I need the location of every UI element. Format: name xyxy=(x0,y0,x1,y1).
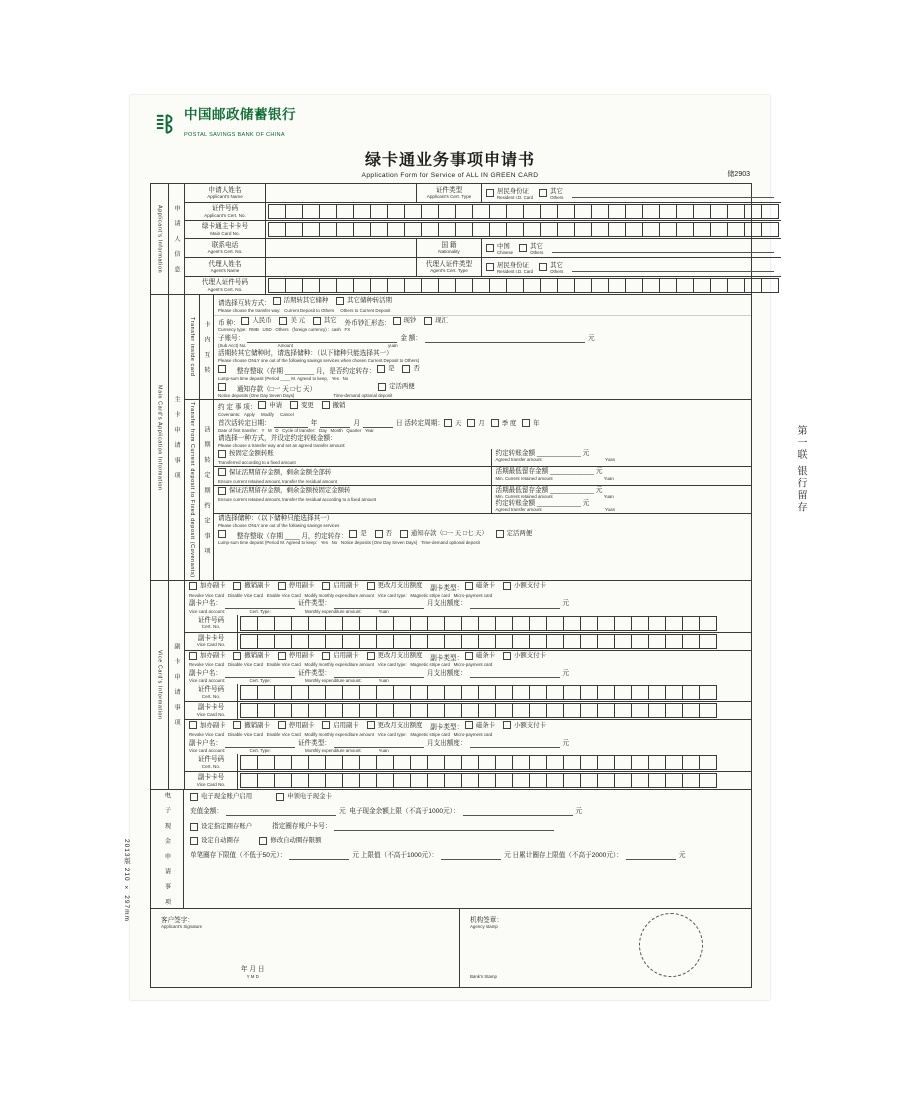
checkbox-icon[interactable] xyxy=(400,530,408,538)
input-ecash-charge[interactable] xyxy=(226,807,336,816)
checkbox-micro-payment[interactable]: 小额支付卡 xyxy=(503,652,546,660)
checkbox-icon[interactable] xyxy=(402,365,410,373)
form-sheet xyxy=(123,95,806,1000)
checkbox-icon[interactable] xyxy=(424,317,432,325)
checkbox-icon[interactable] xyxy=(349,530,357,538)
checkbox-icon[interactable] xyxy=(539,189,547,197)
checkbox-icon[interactable] xyxy=(367,721,375,729)
row-agent xyxy=(185,258,781,277)
input-first-month[interactable] xyxy=(320,419,350,428)
covenant-mode-2-amount: 活期最低留存金额 ____________ 元 Min. Current retained amount Yuan xyxy=(495,468,614,481)
checkbox-currency-rmb[interactable]: 人民币 xyxy=(241,317,271,325)
block-transfer-inside-card xyxy=(185,295,751,400)
input-vice-cert-type[interactable] xyxy=(334,669,424,678)
form-title xyxy=(130,147,770,179)
agent-cert-other-input[interactable] xyxy=(572,263,774,272)
input-vice-expenditure[interactable] xyxy=(470,739,560,748)
input-vice-expenditure[interactable] xyxy=(470,600,560,609)
input-vice-cert-type[interactable] xyxy=(334,739,424,748)
section-ecash xyxy=(151,790,751,909)
checkbox-icon[interactable] xyxy=(189,721,197,729)
checkbox-icon[interactable] xyxy=(465,652,473,660)
label-transfer-inside-cn: 卡 内 互 转 xyxy=(200,295,214,399)
input-agent-cert-no[interactable] xyxy=(266,277,781,294)
checkbox-add-vice-card[interactable]: 加办副卡 xyxy=(189,652,226,660)
checkbox-notice-deposit[interactable] xyxy=(218,383,229,391)
checkbox-enable-vice-card[interactable]: 启用副卡 xyxy=(322,652,359,660)
checkbox-icon[interactable] xyxy=(378,383,386,391)
vice-card-block xyxy=(185,581,751,651)
checkbox-cycle-month[interactable]: 月 xyxy=(467,419,484,427)
checkbox-micro-payment[interactable]: 小额支付卡 xyxy=(503,721,546,729)
row-phone-nationality xyxy=(185,239,781,258)
checkbox-icon[interactable] xyxy=(218,450,226,458)
checkbox-icon[interactable] xyxy=(367,652,375,660)
checkbox-icon[interactable] xyxy=(465,582,473,590)
vice-acct-line: 副卡户名： 证件类型： 月支出额度： 元 Vice card account: Cert. Type: Monthly expenditure amount: Yuan xyxy=(189,739,570,754)
checkbox-icon[interactable] xyxy=(367,582,375,590)
checkbox-cycle-day[interactable]: 天 xyxy=(444,419,461,427)
checkbox-agent-resident-id[interactable]: 居民身份证 Resident I.D. Card xyxy=(486,260,533,274)
input-daily-limit[interactable] xyxy=(626,851,676,860)
label-transfer-inside-en: Transfer inside card xyxy=(185,295,200,399)
vice-acct-line: 副卡户名： 证件类型： 月支出额度： 元 Vice card account: Cert. Type: Monthly expenditure amount: Yuan xyxy=(189,600,570,614)
checkbox-covenant-keep-no[interactable]: 否 xyxy=(375,530,392,538)
covenant-mode-1-amount: 约定转账金额 ____________ 元 Agreed transfer amount Yuan xyxy=(495,449,616,463)
checkbox-covenant-modify[interactable]: 变更 xyxy=(290,401,314,409)
label-applicant-signature: 客户签字： Applicant's Signature xyxy=(161,916,203,930)
checkbox-icon[interactable] xyxy=(276,793,284,801)
section-label-applicant-cn: 申 请 人 信 息 xyxy=(169,184,185,294)
checkbox-covenant-notice[interactable]: 通知存款（□一 天 □七 天） xyxy=(400,530,488,538)
checkbox-fx-fx[interactable]: 现汇 xyxy=(424,317,448,325)
notice-deposit-line-en: Notice deposits (One Day Seven Days) Time-demand optional deposit xyxy=(218,393,393,399)
section-label-main-card-en: Main Card's Application Information xyxy=(151,295,169,580)
checkbox-disable-vice-card[interactable]: 停用副卡 xyxy=(278,582,315,590)
form-spec-label: 2013版 210 × 297mm xyxy=(123,839,130,922)
checkbox-resident-id[interactable]: 居民身份证 Resident I.D. Card xyxy=(486,186,533,200)
checkbox-cycle-quarter[interactable]: 季 度 xyxy=(491,419,517,427)
covenant-date-line-en: Date of first transfer: Y M D Cycle of transfer: Day Month Quarter Year xyxy=(218,427,374,433)
label-applicant-cert-no: 证件号码 Applicant's Cert. No. xyxy=(185,203,266,220)
form-grid xyxy=(150,183,752,988)
checkbox-icon[interactable] xyxy=(278,652,286,660)
covenant-action-line: 约 定 事 项： 申请 变更 撤销 Covenants: Apply Modify Cancel xyxy=(214,400,751,418)
section-signature xyxy=(151,909,751,987)
input-single-upper-limit[interactable] xyxy=(441,851,501,860)
checkbox-modify-expenditure[interactable]: 更改月支出额度 xyxy=(367,582,423,590)
checkbox-icon[interactable] xyxy=(377,365,385,373)
checkbox-modify-expenditure[interactable]: 更改月支出额度 xyxy=(367,721,423,729)
savings-choice-note: 活期转其它储种时，请选择储种：（以下储种只能选择其一） Please choose ONLY one out of the following savings services when chosen Current Deposit to Others) xyxy=(218,350,420,363)
covenant-mode-3-amount: 活期最低留存金额 ____________ 元 Min. Current retained amount Yuan 约定转账金额 ____________ 元 Agreed transfer amount Yuan xyxy=(495,486,616,513)
checkbox-micro-payment[interactable]: 小额支付卡 xyxy=(503,582,546,590)
label-phone: 联系电话 Agent's Cert. No. xyxy=(185,239,266,257)
checkbox-others-to-current[interactable]: 其它储种转活期 xyxy=(336,297,392,305)
form-title-cn: 绿卡通业务事项申请书 xyxy=(364,152,535,169)
checkbox-agent-cert-others[interactable]: 其它 Others xyxy=(539,260,563,274)
input-vice-card-no[interactable] xyxy=(238,772,751,789)
ecash-enable-line xyxy=(184,790,751,804)
cert-other-input[interactable] xyxy=(572,189,774,198)
vice-cert-no-row: 证件号码 Cert. No. xyxy=(185,684,751,702)
section-label-vice-card-cn: 副 卡 申 请 事 项 xyxy=(169,581,185,789)
checkbox-covenant-optional[interactable]: 定活两便 xyxy=(496,530,533,538)
row-applicant-name xyxy=(185,184,781,203)
checkbox-covenant-apply[interactable]: 申请 xyxy=(258,401,282,409)
vice-cert-no-row: 证件号码 Cert. No. xyxy=(185,754,751,772)
row-agent-cert-no xyxy=(185,277,781,294)
checkbox-magnetic-stripe[interactable]: 磁条卡 xyxy=(465,582,495,590)
vice-cert-no-row: 证件号码 Cert. No. xyxy=(185,615,751,633)
bank-name-cn: 中国邮政储蓄银行 xyxy=(184,107,296,122)
currency-line-en: Currency type: RMB USD Others (foreign currency) : cash FX xyxy=(218,327,351,333)
label-agent-name: 代理人姓名 Agent's Name xyxy=(185,258,266,276)
checkbox-icon[interactable] xyxy=(218,530,226,538)
checkbox-icon[interactable] xyxy=(519,244,527,252)
checkbox-fx-cash[interactable]: 现钞 xyxy=(393,317,417,325)
checkbox-icon[interactable] xyxy=(241,317,249,325)
postal-savings-logo-icon xyxy=(152,111,178,137)
input-designated-account-no[interactable] xyxy=(334,822,554,831)
covenant-savings-line-en: Lump-sum time deposit (Period M. Agreed to keep: Yes No Notice deposits (One Day Seven Days) Time-demand optional deposit xyxy=(218,540,480,546)
input-vice-account-name[interactable] xyxy=(225,600,295,609)
nationality-other-input[interactable] xyxy=(552,244,774,253)
label-applicant-name: 申请人姓名 Applicant's Name xyxy=(185,184,266,202)
ecash-auto-line xyxy=(184,834,751,848)
currency-line: 币 种： 人民币 美 元 其它 外币钞汇形态： 现钞 现汇 Currency type: RMB USD Others (foreign currency) : cash FX xyxy=(214,315,751,334)
applicant-signature-area[interactable] xyxy=(151,909,460,987)
checkbox-modify-auto-limit[interactable]: 修改自动圈存限额 xyxy=(259,837,321,845)
checkbox-icon[interactable] xyxy=(322,401,330,409)
input-sub-account[interactable] xyxy=(247,334,397,343)
nationality-options xyxy=(482,239,781,257)
checkbox-icon[interactable] xyxy=(218,487,226,495)
cert-type-options xyxy=(482,184,781,202)
checkbox-lump-sum[interactable] xyxy=(218,365,229,373)
covenant-date-line: 首次活转定日期： 年 月 日 活转定周期： 天 月 季 度 年 Date of first transfer: Y M D Cycle of transfer: Day Month Quarter Year xyxy=(214,418,751,434)
checkbox-disable-vice-card[interactable]: 停用副卡 xyxy=(278,652,315,660)
form-number: 储2903 xyxy=(727,171,750,178)
input-vice-cert-no[interactable] xyxy=(238,615,751,632)
label-main-card-no: 绿卡通主卡卡号 Main Card No. xyxy=(185,221,266,238)
checkbox-cert-others[interactable]: 其它 Others xyxy=(539,186,563,200)
input-single-lower-limit[interactable] xyxy=(289,851,349,860)
row-applicant-cert-no xyxy=(185,203,781,221)
checkbox-icon[interactable] xyxy=(218,383,226,391)
checkbox-icon[interactable] xyxy=(189,582,197,590)
covenant-savings-line: 整存整取（存期 ____ 月，约定转存： 是 否 通知存款（□一 天 □七 天） 定活两便 Lump-sum time deposit (Period M. Agreed to keep: Yes No Notice deposits (One Day Seven Days) Time-demand optional deposit xyxy=(214,529,751,547)
bank-name-en: POSTAL SAVINGS BANK OF CHINA xyxy=(184,131,285,138)
covenant-choose-note: 请选择储种：（以下储种只能选择其一） Please choose ONLY one out of the following savings services xyxy=(218,515,340,528)
label-bank-stamp: Bank's Stamp xyxy=(470,973,497,979)
notice-deposit-line: 通知存款（□一 天 □七 天） 定活两便 Notice deposits (One Day Seven Days) Time-demand optional deposit xyxy=(214,382,751,400)
checkbox-nationality-others[interactable]: 其它 Others xyxy=(519,241,543,255)
checkbox-icon[interactable] xyxy=(486,244,494,252)
input-vice-card-no[interactable] xyxy=(238,702,751,719)
checkbox-optional-deposit[interactable]: 定活两便 xyxy=(378,383,415,391)
input-vice-expenditure[interactable] xyxy=(470,669,560,678)
vice-card-no-row: 副卡卡号 Vice Card No. xyxy=(185,772,751,789)
ecash-acct-line: 设定指定圈存账户 指定圈存账户卡号： xyxy=(184,819,751,834)
vice-card-block xyxy=(185,651,751,721)
checkbox-icon[interactable] xyxy=(190,823,198,831)
checkbox-mode-fixed-amount[interactable]: 按固定金额转账 xyxy=(218,450,274,458)
checkbox-icon[interactable] xyxy=(486,189,494,197)
label-agency-stamp: 机构签章： Agency stamp xyxy=(470,916,503,930)
label-nationality: 国 籍 Nationality xyxy=(417,239,482,257)
checkbox-disable-vice-card[interactable]: 停用副卡 xyxy=(278,721,315,729)
label-transfer-fixed-en: Transfer from Current deposit to Fixed deposit (Covenants) xyxy=(185,400,200,580)
checkbox-icon[interactable] xyxy=(259,837,267,845)
input-first-year[interactable] xyxy=(274,419,308,428)
section-label-applicant xyxy=(151,184,169,294)
checkbox-magnetic-stripe[interactable]: 磁条卡 xyxy=(465,721,495,729)
vice-options-line-en: Revoke Vice Card Disable Vice Card Enable Vice Card Modify monthly expenditure amount Vice card type: Magnetic stripe card Micro-payment card xyxy=(189,731,493,737)
subacct-amount-line-en: (Sub Acct) No. Amount yuan xyxy=(218,343,398,349)
checkbox-icon[interactable] xyxy=(444,419,452,427)
covenant-action-line-en: Covenants: Apply Modify Cancel xyxy=(218,411,294,417)
checkbox-icon[interactable] xyxy=(313,317,321,325)
vice-card-block xyxy=(185,720,751,789)
checkbox-icon[interactable] xyxy=(322,582,330,590)
checkbox-icon[interactable] xyxy=(491,419,499,427)
checkbox-icon[interactable] xyxy=(233,721,241,729)
checkbox-current-to-others[interactable]: 活期转其它储种 xyxy=(273,297,329,305)
checkbox-revoke-vice-card[interactable]: 撤销副卡 xyxy=(233,582,270,590)
checkbox-icon[interactable] xyxy=(503,652,511,660)
input-phone[interactable] xyxy=(266,239,417,257)
signature-date[interactable]: 年 月 日 Y M D xyxy=(241,966,265,979)
covenant-mode-note: 请选择一种方式，并设定约定转账金额： Please choose a transfer way and set an agreed transfer amount: xyxy=(218,434,346,448)
checkbox-covenant-keep-yes[interactable]: 是 xyxy=(349,530,366,538)
checkbox-icon[interactable] xyxy=(496,530,504,538)
ecash-charge-line: 充值金额： 元 电子现金余额上限（不高于1000元）： 元 xyxy=(190,807,583,815)
section-label-main-card-cn: 主 卡 申 请 事 项 xyxy=(169,295,185,580)
checkbox-currency-usd[interactable]: 美 元 xyxy=(279,317,305,325)
checkbox-icon[interactable] xyxy=(233,652,241,660)
vice-card-no-row: 副卡卡号 Vice Card No. xyxy=(185,633,751,650)
checkbox-icon[interactable] xyxy=(233,582,241,590)
checkbox-cycle-year[interactable]: 年 xyxy=(522,419,539,427)
input-vice-card-no[interactable] xyxy=(238,633,751,650)
checkbox-keep-no[interactable]: 否 xyxy=(402,365,419,373)
checkbox-icon[interactable] xyxy=(218,468,226,476)
checkbox-icon[interactable] xyxy=(393,317,401,325)
input-vice-cert-no[interactable] xyxy=(238,684,751,701)
transfer-way-line-en: Please choose the transfer way: Current Deposit to Others Others to Current Deposit xyxy=(218,307,391,313)
vice-options-line-en: Revoke Vice Card Disable Vice Card Enable Vice Card Modify monthly expenditure amount Vice card type: Magnetic stripe card Micro-payment card xyxy=(189,662,493,668)
checkbox-set-auto-load[interactable]: 设定自动圈存 xyxy=(190,837,239,845)
input-ecash-limit[interactable] xyxy=(463,807,573,816)
checkbox-icon[interactable] xyxy=(503,582,511,590)
checkbox-icon[interactable] xyxy=(273,297,281,305)
checkbox-icon[interactable] xyxy=(190,837,198,845)
checkbox-magnetic-stripe[interactable]: 磁条卡 xyxy=(465,652,495,660)
checkbox-icon[interactable] xyxy=(322,721,330,729)
label-agent-cert-no: 代理人证件号码 Agent's Cert. No. xyxy=(185,277,266,294)
checkbox-icon[interactable] xyxy=(279,317,287,325)
label-transfer-fixed-cn: 活 期 转 定 期 约 定 事 项 xyxy=(200,400,214,580)
checkbox-icon[interactable] xyxy=(218,365,226,373)
checkbox-add-vice-card[interactable]: 加办副卡 xyxy=(189,721,226,729)
checkbox-icon[interactable] xyxy=(503,721,511,729)
checkbox-icon[interactable] xyxy=(258,401,266,409)
input-applicant-name[interactable] xyxy=(266,184,417,202)
stamp-circle xyxy=(639,913,703,977)
input-vice-account-name[interactable] xyxy=(225,669,295,678)
bank-logo xyxy=(152,107,296,141)
input-main-card-no[interactable] xyxy=(266,221,781,238)
section-main-card xyxy=(151,295,751,581)
input-first-day[interactable] xyxy=(363,419,393,428)
checkbox-mode-retain-fixed[interactable]: 保证活期留存金额，剩余金额按固定金额转 xyxy=(218,487,350,495)
covenant-mode-1: 按固定金额转账 Transferred according to a fixed amount 约定转账金额 ____________ 元 Agreed transfer amount Yuan xyxy=(214,449,751,468)
checkbox-icon[interactable] xyxy=(486,263,494,271)
row-main-card-no xyxy=(185,221,781,239)
input-vice-cert-no[interactable] xyxy=(238,754,751,771)
checkbox-icon[interactable] xyxy=(189,652,197,660)
lump-sum-line: 整存整取（存期 ________ 月，是否约定转存： 是 否 Lump-sum time deposit (Period ____ M. Agreed to keep, Yes No xyxy=(214,364,751,382)
checkbox-icon[interactable] xyxy=(467,419,475,427)
copy-label: 第一联 银行留存 xyxy=(795,425,806,514)
checkbox-icon[interactable] xyxy=(190,793,198,801)
label-cert-type: 证件类型 Applicant's Cert. Type xyxy=(417,184,482,202)
checkbox-set-designated-account[interactable]: 设定指定圈存账户 xyxy=(190,823,252,831)
vice-card-no-row: 副卡卡号 Vice Card No. xyxy=(185,702,751,719)
form-title-en: Application Form for Service of ALL IN GREEN CARD xyxy=(361,172,539,179)
agent-cert-type-options xyxy=(482,258,781,276)
checkbox-revoke-vice-card[interactable]: 撤销副卡 xyxy=(233,721,270,729)
input-vice-account-name[interactable] xyxy=(225,739,295,748)
vice-options-line: 加办副卡 撤销副卡 停用副卡 启用副卡 更改月支出额度 副卡类型： 磁条卡 小额支付卡 Revoke Vice Card Disable Vice Card Enable Vice Card Modify monthly expenditure amount Vice card type: Magnetic stripe card Micro-payment card xyxy=(185,581,751,599)
section-label-applicant-en: Applicant's Information xyxy=(156,204,163,274)
vice-options-line: 加办副卡 撤销副卡 停用副卡 启用副卡 更改月支出额度 副卡类型： 磁条卡 小额支付卡 Revoke Vice Card Disable Vice Card Enable Vice Card Modify monthly expenditure amount Vice card type: Magnetic stripe card Micro-payment card xyxy=(185,720,751,738)
section-applicant xyxy=(151,184,751,295)
subacct-amount-line: 子账号： 金 额： 元 (Sub Acct) No. Amount yuan xyxy=(214,333,751,349)
checkbox-ecash-apply-card[interactable]: 申领电子现金卡 xyxy=(276,793,332,801)
checkbox-covenant-lump-sum[interactable] xyxy=(218,530,229,538)
checkbox-icon[interactable] xyxy=(278,582,286,590)
checkbox-keep-yes[interactable]: 是 xyxy=(377,365,394,373)
vice-card-rows xyxy=(185,581,751,789)
checkbox-icon[interactable] xyxy=(539,263,547,271)
checkbox-covenant-cancel[interactable]: 撤销 xyxy=(322,401,346,409)
vice-acct-line: 副卡户名： 证件类型： 月支出额度： 元 Vice card account: Cert. Type: Monthly expenditure amount: Yuan xyxy=(189,670,570,684)
section-label-vice-card-en: Vice Card's Information xyxy=(151,581,169,789)
section-vice-card xyxy=(151,581,751,790)
checkbox-icon[interactable] xyxy=(278,721,286,729)
input-transfer-amount[interactable] xyxy=(425,334,585,343)
label-agent-cert-type: 代理人证件类型 Agent's Cert. Type xyxy=(417,258,482,276)
vice-options-line-en: Revoke Vice Card Disable Vice Card Enable Vice Card Modify monthly expenditure amount Vice card type: Magnetic stripe card Micro-payment card xyxy=(189,592,493,598)
checkbox-revoke-vice-card[interactable]: 撤销副卡 xyxy=(233,652,270,660)
vice-options-line: 加办副卡 撤销副卡 停用副卡 启用副卡 更改月支出额度 副卡类型： 磁条卡 小额支付卡 Revoke Vice Card Disable Vice Card Enable Vice Card Modify monthly expenditure amount Vice card type: Magnetic stripe card Micro-payment card xyxy=(185,651,751,669)
checkbox-ecash-enable[interactable]: 电子现金账户启用 xyxy=(190,793,252,801)
input-agent-name[interactable] xyxy=(266,258,417,276)
covenant-mode-2: 保证活期留存金额，剩余金额全部转 Ensure current retained amount, transfer the residual amount 活期最低留存金额 ____________ 元 Min. Current retained amount Yuan xyxy=(214,467,751,486)
lump-sum-line-en: Lump-sum time deposit (Period ____ M. Agreed to keep, Yes No xyxy=(218,375,349,381)
ecash-limits-line: 单笔圈存下限值（不低于50元）： 元 上限值（不高于1000元）： 元 日累计圈存上限值（不高于2000元）： 元 xyxy=(190,851,686,859)
checkbox-icon[interactable] xyxy=(465,721,473,729)
section-label-ecash-cn: 电 子 现 金 申 请 事 项 xyxy=(151,790,184,908)
checkbox-icon[interactable] xyxy=(522,419,530,427)
checkbox-mode-retain-all[interactable]: 保证活期留存金额，剩余金额全部转 xyxy=(218,468,331,476)
agency-stamp-area[interactable] xyxy=(460,909,751,987)
block-transfer-fixed xyxy=(185,400,751,580)
transfer-way-line: 请选择互转方式： 活期转其它储种 其它储种转活期 Please choose the transfer way: Current Deposit to Others Others to Current Deposit xyxy=(214,295,751,315)
input-vice-cert-type[interactable] xyxy=(334,600,424,609)
checkbox-add-vice-card[interactable]: 加办副卡 xyxy=(189,582,226,590)
checkbox-enable-vice-card[interactable]: 启用副卡 xyxy=(322,721,359,729)
checkbox-enable-vice-card[interactable]: 启用副卡 xyxy=(322,582,359,590)
checkbox-icon[interactable] xyxy=(375,530,383,538)
covenant-mode-3: 保证活期留存金额，剩余金额按固定金额转 Ensure current retained amount, transfer the residual according to a fixed amount 活期最低留存金额 ____________ 元 Min. Current retained amount Yuan 约定转账金额 ____________ 元 Agreed transfer amount Yuan xyxy=(214,486,751,514)
input-applicant-cert-no[interactable] xyxy=(266,203,781,220)
checkbox-modify-expenditure[interactable]: 更改月支出额度 xyxy=(367,652,423,660)
checkbox-icon[interactable] xyxy=(322,652,330,660)
checkbox-icon[interactable] xyxy=(336,297,344,305)
checkbox-nationality-chinese[interactable]: 中国 Chinese xyxy=(486,241,513,255)
checkbox-currency-others[interactable]: 其它 xyxy=(313,317,337,325)
checkbox-icon[interactable] xyxy=(290,401,298,409)
